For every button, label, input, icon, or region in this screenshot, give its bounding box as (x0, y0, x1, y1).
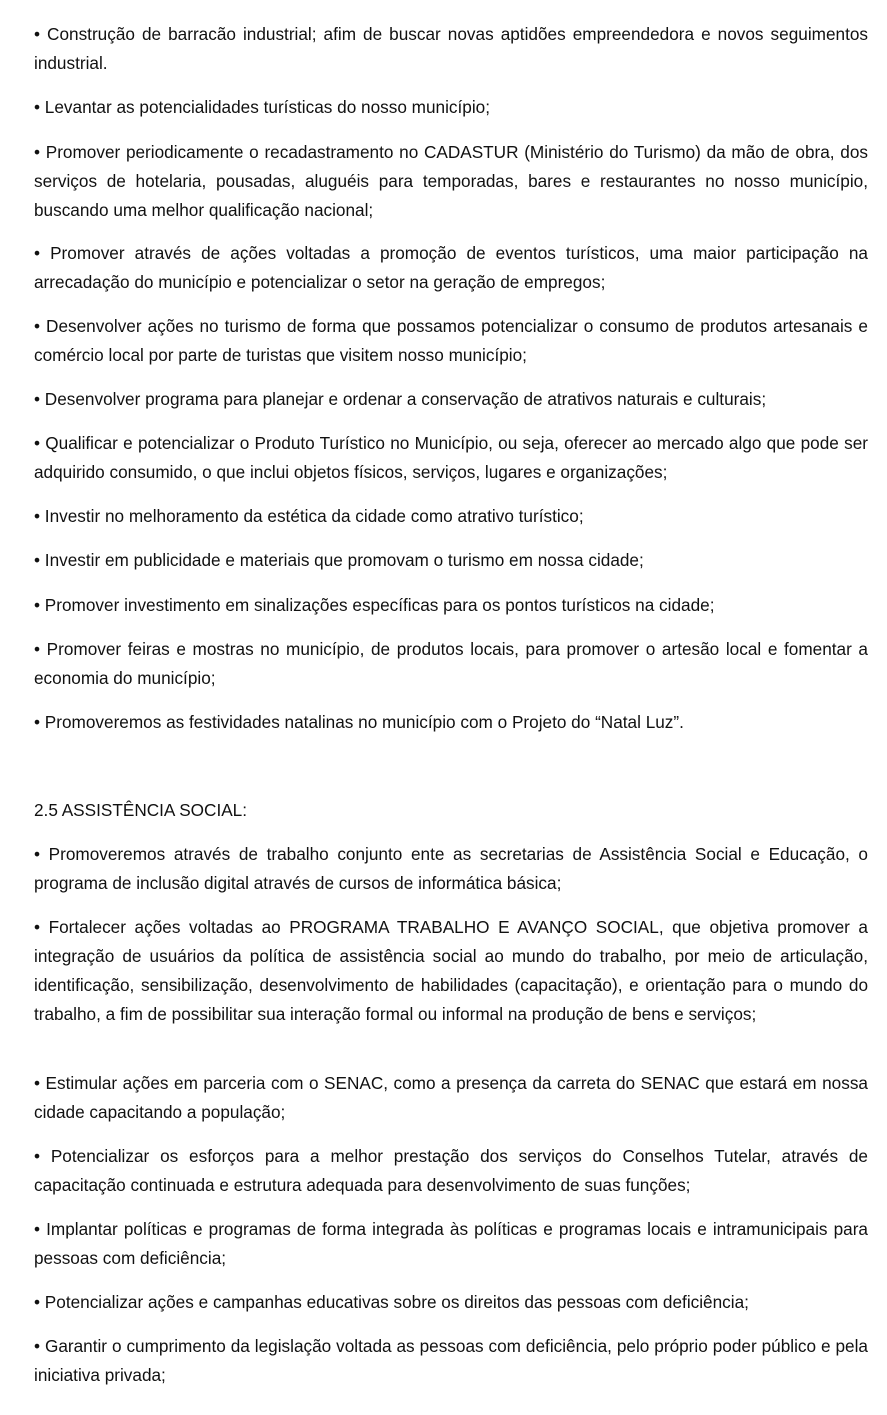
bullet-tourist-signage: • Promover investimento em sinalizações específicas para os pontos turísticos na cidade; (34, 595, 715, 615)
bullet-disability-legislation: • Garantir o cumprimento da legislação voltada as pessoas com deficiência, pelo próprio poder público e pela iniciativa privada; (34, 1336, 868, 1385)
bullet-tourism-potential: • Levantar as potencialidades turísticas do nosso município; (34, 97, 491, 117)
bullet-cadastur: • Promover periodicamente o recadastramento no CADASTUR (Ministério do Turismo) da mão de obra, dos serviços de hotelaria, pousadas, aluguéis para temporadas, bares e restaurantes no nosso município, buscando uma melhor qualificação nacional; (34, 142, 868, 220)
bullet-tourism-publicity: • Investir em publicidade e materiais que promovam o turismo em nossa cidade; (34, 550, 644, 570)
bullet-senac-partnership: • Estimular ações em parceria com o SENAC, como a presença da carreta do SENAC que estará em nossa cidade capacitando a população; (34, 1073, 868, 1122)
bullet-disability-policies: • Implantar políticas e programas de forma integrada às políticas e programas locais e intramunicipais para pessoas com deficiência; (34, 1219, 868, 1268)
bullet-local-fairs: • Promover feiras e mostras no município, de produtos locais, para promover o artesão local e fomentar a economia do município; (34, 639, 868, 688)
bullet-city-aesthetics: • Investir no melhoramento da estética da cidade como atrativo turístico; (34, 506, 584, 526)
bullet-work-social-program: • Fortalecer ações voltadas ao PROGRAMA TRABALHO E AVANÇO SOCIAL, que objetiva promover a integração de usuários da política de assistência social ao mundo do trabalho, por meio de articulação, identificação, sensibilização, desenvolvimento de habilidades (capacitação), e orientação para o mundo do trabalho, a fim de possibilitar sua interação formal ou informal na produção de bens e serviços; (34, 917, 868, 1024)
bullet-industrial-shed: • Construção de barracão industrial; afim de buscar novas aptidões empreendedora e novos seguimentos industrial. (34, 24, 868, 73)
bullet-conservation-program: • Desenvolver programa para planejar e ordenar a conservação de atrativos naturais e culturais; (34, 389, 767, 409)
section-heading-social-assistance: 2.5 ASSISTÊNCIA SOCIAL: (34, 800, 248, 820)
bullet-digital-inclusion: • Promoveremos através de trabalho conjunto ente as secretarias de Assistência Social e Educação, o programa de inclusão digital através de cursos de informática básica; (34, 844, 868, 893)
bullet-guardianship-council: • Potencializar os esforços para a melhor prestação dos serviços do Conselhos Tutelar, através de capacitação continuada e estrutura adequada para desenvolvimento de suas funções; (34, 1146, 868, 1195)
bullet-tourism-events: • Promover através de ações voltadas a promoção de eventos turísticos, uma maior participação na arrecadação do município e potencializar o setor na geração de empregos; (34, 243, 868, 292)
bullet-tourism-product: • Qualificar e potencializar o Produto Turístico no Município, ou seja, oferecer ao mercado algo que pode ser adquirido consumido, o que inclui objetos físicos, serviços, lugares e organizações; (34, 433, 868, 482)
bullet-artisan-products: • Desenvolver ações no turismo de forma que possamos potencializar o consumo de produtos artesanais e comércio local por parte de turistas que visitem nosso município; (34, 316, 868, 365)
bullet-natal-luz: • Promoveremos as festividades natalinas no município com o Projeto do “Natal Luz”. (34, 712, 684, 732)
bullet-disability-campaigns: • Potencializar ações e campanhas educativas sobre os direitos das pessoas com deficiência; (34, 1292, 749, 1312)
